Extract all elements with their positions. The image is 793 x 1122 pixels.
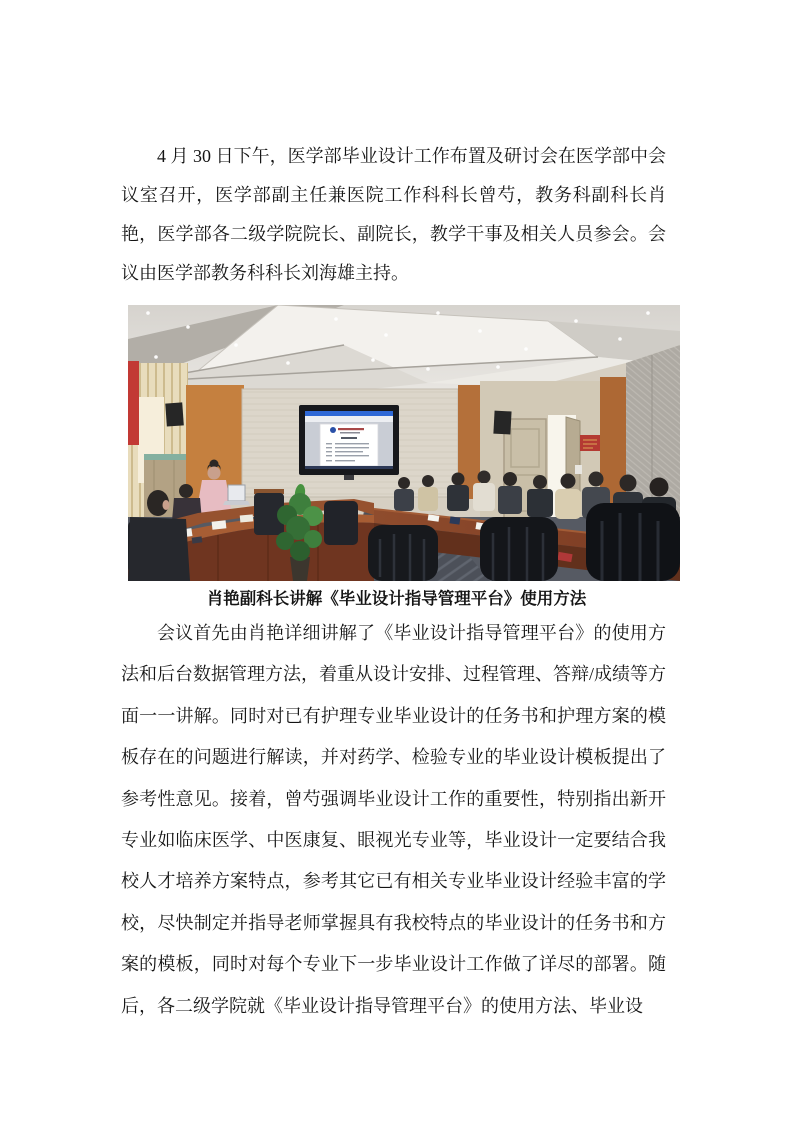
- paragraph-intro: 4 月 30 日下午，医学部毕业设计工作布置及研讨会在医学部中会议室召开，医学部副主任兼医院工作科科长曾芍，教务科副科长肖艳，医学部各二级学院院长、副院长，教学干事及相关人员参会。会议由医学部教务科科长刘海雄主持。: [121, 146, 666, 283]
- red-wall-sign: [580, 435, 600, 451]
- photo-caption: 肖艳副科长讲解《毕业设计指导管理平台》使用方法: [206, 589, 587, 608]
- speaker-left: [165, 402, 184, 426]
- meeting-photo-illustration: [128, 305, 680, 581]
- speaker-right: [493, 411, 511, 435]
- wall-switch: [575, 465, 582, 474]
- red-banner: [128, 361, 139, 445]
- meeting-photo: [128, 305, 680, 581]
- paragraph-body: 会议首先由肖艳详细讲解了《毕业设计指导管理平台》的使用方法和后台数据管理方法，着重从设计安排、过程管理、答辩/成绩等方面一一讲解。同时对已有护理专业毕业设计的任务书和护理方案的模板存在的问题进行解读，并对药学、检验专业的毕业设计模板提出了参考性意见。接着，曾芍强调毕业设计工作的重要性，特别指出新开专业如临床医学、中医康复、眼视光专业等，毕业设计一定要结合我校人才培养方案特点，参考其它已有相关专业毕业设计经验丰富的学校，尽快制定并指导老师掌握具有我校特点的毕业设计的任务书和方案的模板，同时对每个专业下一步毕业设计工作做了详尽的部署。随后，各二级学院就《毕业设计指导管理平台》的使用方法、毕业设: [121, 623, 666, 1016]
- tv-screen: [299, 405, 399, 480]
